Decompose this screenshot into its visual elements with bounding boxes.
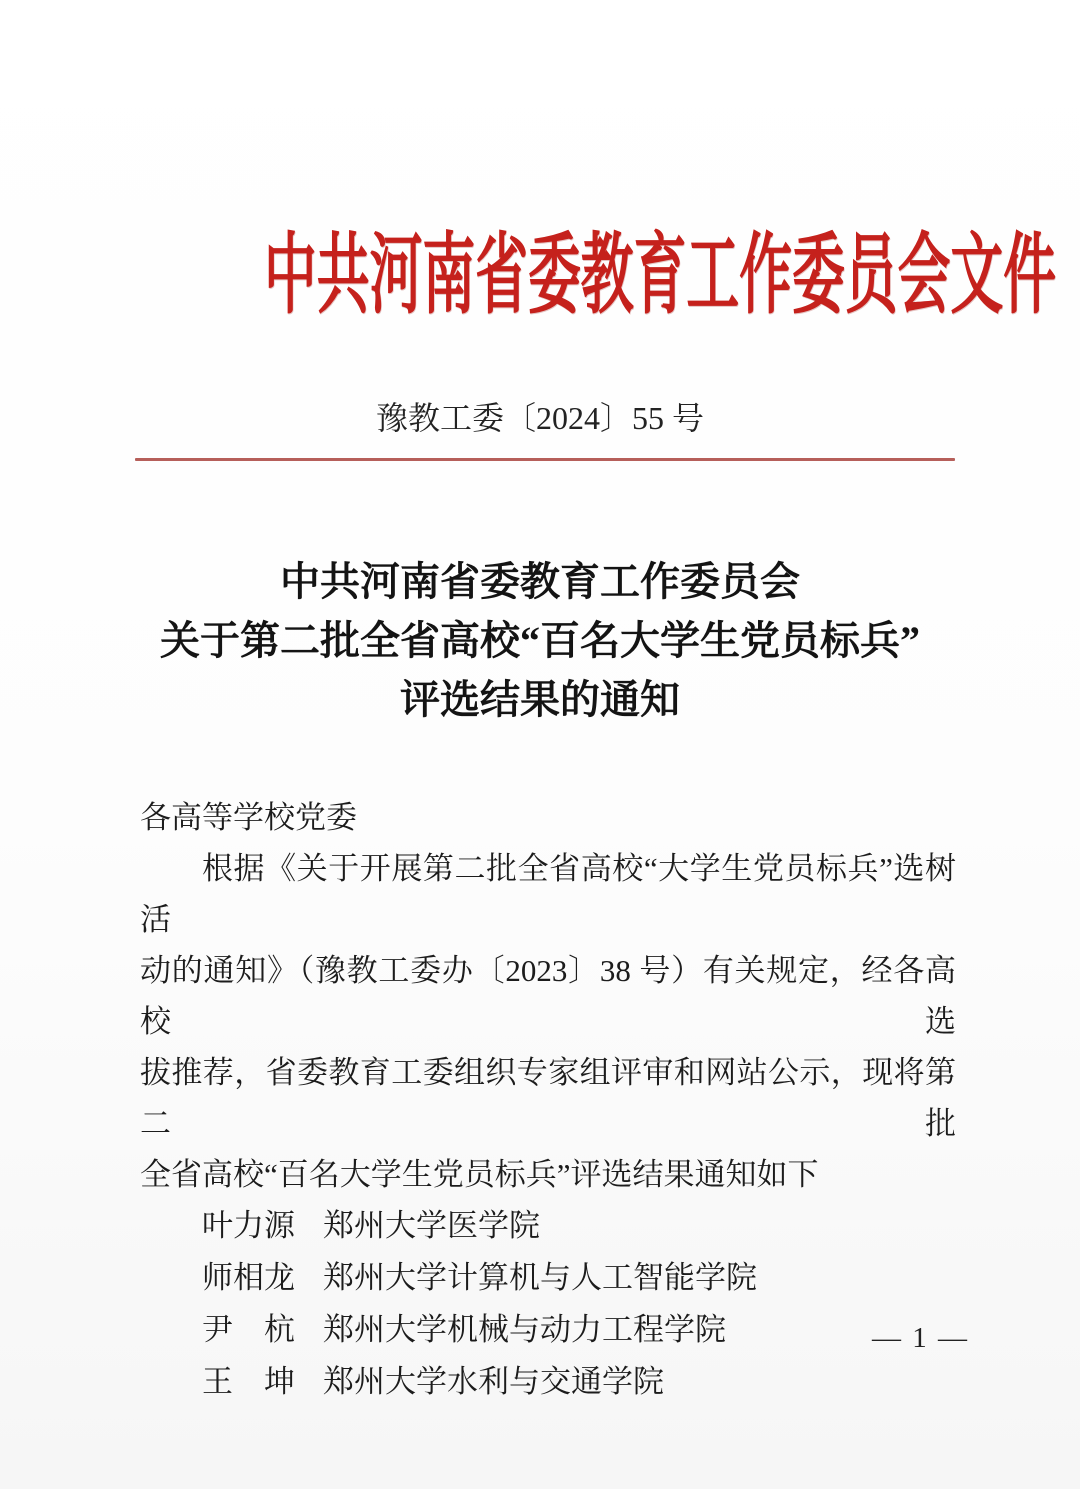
red-letterhead: [0, 222, 1080, 356]
awardee-name: 师相龙: [202, 1260, 295, 1295]
document-number: 豫教工委〔2024〕55 号: [375, 400, 704, 436]
red-separator-line: [135, 458, 955, 461]
title-line-1: 中共河南省委教育工作委员会: [280, 559, 800, 604]
awardee-college: 郑州大学机械与动力工程学院: [323, 1312, 726, 1347]
body-paragraph-line: 全省高校“百名大学生党员标兵”评选结果通知如下: [140, 1157, 819, 1192]
awardee-row: [202, 1200, 956, 1252]
awardee-college: 郑州大学医学院: [323, 1208, 540, 1243]
salutation: 各高等学校党委: [140, 800, 357, 835]
document-body: [140, 792, 956, 1408]
page-number: — 1 —: [872, 1322, 969, 1354]
awardee-row: [202, 1304, 956, 1356]
body-paragraph-line: 动的通知》（豫教工委办〔2023〕38 号）有关规定，经各高校选: [140, 953, 956, 1039]
awardee-college: 郑州大学计算机与人工智能学院: [323, 1260, 757, 1295]
awardee-row: [202, 1252, 956, 1304]
title-line-2: 关于第二批全省高校“百名大学生党员标兵”: [160, 618, 920, 663]
awardee-name: 王 坤: [202, 1364, 295, 1399]
body-paragraph-line: 拔推荐，省委教育工委组织专家组评审和网站公示，现将第二批: [140, 1055, 956, 1141]
awardee-row: [202, 1356, 956, 1408]
document-title: [0, 552, 1080, 729]
awardee-college: 郑州大学水利与交通学院: [323, 1364, 664, 1399]
body-paragraph-line: 根据《关于开展第二批全省高校“大学生党员标兵”选树活: [140, 851, 956, 937]
title-line-3: 评选结果的通知: [400, 677, 680, 722]
awardee-name: 叶力源: [202, 1208, 295, 1243]
awardee-name: 尹 杭: [202, 1312, 295, 1347]
letterhead-org-title: 中共河南省委教育工作委员会文件: [264, 228, 1057, 325]
